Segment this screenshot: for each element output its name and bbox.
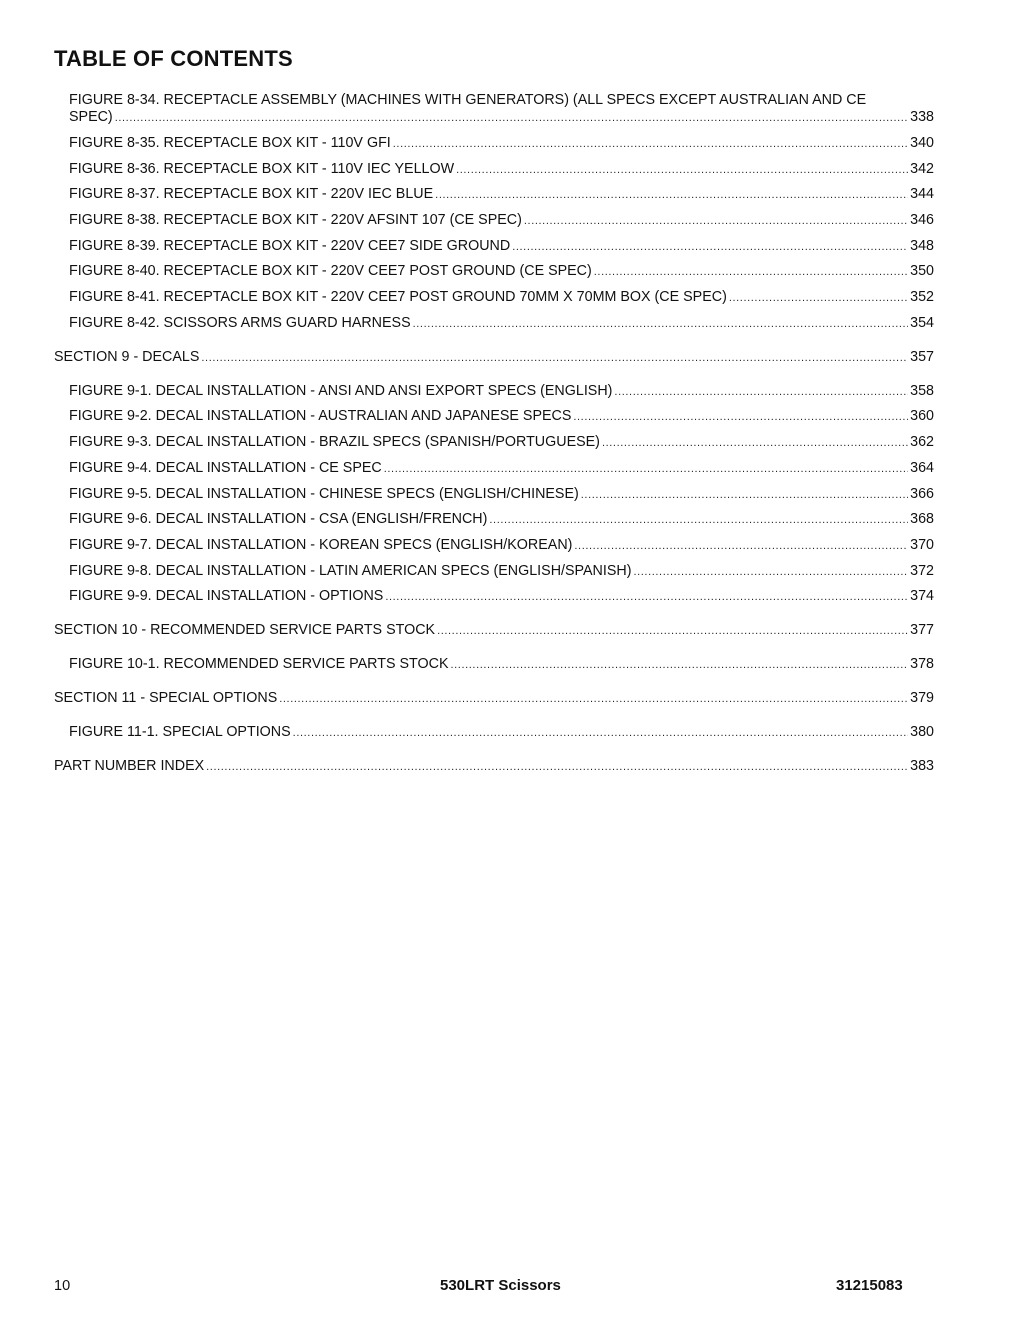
toc-entry-page: 370: [910, 537, 934, 553]
toc-entry-label: FIGURE 9-2. DECAL INSTALLATION - AUSTRALIAN AND JAPANESE SPECS: [69, 408, 572, 424]
dot-leader: [729, 289, 908, 307]
footer-product-name: 530LRT Scissors: [440, 1277, 561, 1294]
toc-entry-label: SECTION 9 - DECALS: [54, 349, 200, 365]
toc-entry[interactable]: [69, 724, 934, 742]
dot-leader: [293, 724, 908, 742]
dot-leader: [594, 263, 908, 281]
toc-entry-page: 358: [910, 383, 934, 399]
toc-entry[interactable]: [69, 511, 934, 529]
toc-entry[interactable]: [69, 238, 934, 256]
toc-entry[interactable]: [69, 315, 934, 333]
toc-entry[interactable]: [69, 212, 934, 230]
dot-leader: [384, 460, 908, 478]
toc-entry-label: FIGURE 9-6. DECAL INSTALLATION - CSA (ENGLISH/FRENCH): [69, 511, 488, 527]
toc-entry-label: FIGURE 8-36. RECEPTACLE BOX KIT - 110V IEC YELLOW: [69, 161, 455, 177]
dot-leader: [602, 434, 908, 452]
dot-leader: [450, 656, 908, 674]
dot-leader: [512, 238, 908, 256]
dot-leader: [279, 690, 908, 708]
dot-leader: [385, 588, 908, 606]
toc-entry-page: 352: [910, 289, 934, 305]
toc-entry[interactable]: [69, 588, 934, 606]
toc-entry-label: FIGURE 8-38. RECEPTACLE BOX KIT - 220V AFSINT 107 (CE SPEC): [69, 212, 522, 228]
toc-entry-label: FIGURE 8-37. RECEPTACLE BOX KIT - 220V IEC BLUE: [69, 186, 434, 202]
toc-entry-label: FIGURE 9-7. DECAL INSTALLATION - KOREAN SPECS (ENGLISH/KOREAN): [69, 537, 573, 553]
toc-entry[interactable]: [69, 289, 934, 307]
toc-entry-page: 374: [910, 588, 934, 604]
toc-entry-label: FIGURE 8-41. RECEPTACLE BOX KIT - 220V CEE7 POST GROUND 70MM X 70MM BOX (CE SPEC): [69, 289, 727, 305]
dot-leader: [201, 349, 908, 367]
toc-entry-page: 342: [910, 161, 934, 177]
toc-entry-label: FIGURE 8-35. RECEPTACLE BOX KIT - 110V GFI: [69, 135, 391, 151]
toc-entry[interactable]: [69, 434, 934, 452]
dot-leader: [614, 383, 908, 401]
dot-leader: [437, 622, 908, 640]
dot-leader: [633, 563, 908, 581]
toc-entry-label: PART NUMBER INDEX: [54, 758, 205, 774]
toc-entry-label: SECTION 11 - SPECIAL OPTIONS: [54, 690, 278, 706]
toc-section-entry[interactable]: [54, 690, 934, 708]
toc-entry[interactable]: [69, 135, 934, 153]
toc-entry-label: SECTION 10 - RECOMMENDED SERVICE PARTS STOCK: [54, 622, 436, 638]
toc-entry-page: 368: [910, 511, 934, 527]
toc-entry-page: 354: [910, 315, 934, 331]
toc-entry-page: 364: [910, 460, 934, 476]
footer-doc-number: 31215083: [836, 1277, 903, 1294]
toc-entry-label: FIGURE 9-1. DECAL INSTALLATION - ANSI AND ANSI EXPORT SPECS (ENGLISH): [69, 383, 613, 399]
toc-entry[interactable]: [69, 460, 934, 478]
dot-leader: [393, 135, 908, 153]
toc-entry-page: 350: [910, 263, 934, 279]
toc-entry[interactable]: [69, 186, 934, 204]
toc-entry-page: 357: [910, 349, 934, 365]
dot-leader: [115, 109, 908, 127]
toc-entry-page: 362: [910, 434, 934, 450]
toc-entry-label: SPEC): [69, 109, 113, 125]
toc-entry-page: 338: [910, 109, 934, 125]
dot-leader: [456, 161, 908, 179]
dot-leader: [489, 511, 908, 529]
dot-leader: [413, 315, 909, 333]
toc-entry-page: 366: [910, 486, 934, 502]
page-title: TABLE OF CONTENTS: [54, 46, 293, 71]
toc-section-entry[interactable]: [54, 622, 934, 640]
dot-leader: [435, 186, 908, 204]
toc-entry[interactable]: [69, 486, 934, 504]
toc-entry-page: 344: [910, 186, 934, 202]
toc-entry-page: 378: [910, 656, 934, 672]
toc-entry[interactable]: [69, 263, 934, 281]
toc-entry-page: 379: [910, 690, 934, 706]
toc-section-entry[interactable]: [54, 758, 934, 776]
toc-entry-page: 380: [910, 724, 934, 740]
toc-entry-label: FIGURE 9-9. DECAL INSTALLATION - OPTIONS: [69, 588, 384, 604]
toc-entry[interactable]: [69, 109, 934, 127]
toc-entry-page: 372: [910, 563, 934, 579]
toc-entry-page: 360: [910, 408, 934, 424]
toc-entry-label: FIGURE 9-5. DECAL INSTALLATION - CHINESE SPECS (ENGLISH/CHINESE): [69, 486, 579, 502]
toc-entry-label: FIGURE 8-39. RECEPTACLE BOX KIT - 220V CEE7 SIDE GROUND: [69, 238, 511, 254]
toc-entry-label: FIGURE 9-4. DECAL INSTALLATION - CE SPEC: [69, 460, 382, 476]
dot-leader: [573, 408, 908, 426]
toc-section-entry[interactable]: [54, 349, 934, 367]
toc-entry[interactable]: [69, 537, 934, 555]
toc-entry-label: FIGURE 8-42. SCISSORS ARMS GUARD HARNESS: [69, 315, 411, 331]
toc-entry[interactable]: [69, 383, 934, 401]
dot-leader: [206, 758, 908, 776]
toc-entry-page: 348: [910, 238, 934, 254]
toc-entry-page: 346: [910, 212, 934, 228]
toc-entry-page: 383: [910, 758, 934, 774]
toc-entry-label-line1: FIGURE 8-34. RECEPTACLE ASSEMBLY (MACHINES WITH GENERATORS) (ALL SPECS EXCEPT AUSTRALIAN AND CE: [69, 92, 867, 108]
toc-entry-page: 340: [910, 135, 934, 151]
toc-entry-label: FIGURE 9-8. DECAL INSTALLATION - LATIN AMERICAN SPECS (ENGLISH/SPANISH): [69, 563, 632, 579]
footer-page-number: 10: [54, 1278, 71, 1294]
toc-entry-label: FIGURE 9-3. DECAL INSTALLATION - BRAZIL SPECS (SPANISH/PORTUGUESE): [69, 434, 600, 450]
toc-entry-label: FIGURE 11-1. SPECIAL OPTIONS: [69, 724, 291, 740]
toc-entry-label: FIGURE 8-40. RECEPTACLE BOX KIT - 220V CEE7 POST GROUND (CE SPEC): [69, 263, 592, 279]
toc-entry-label: FIGURE 10-1. RECOMMENDED SERVICE PARTS STOCK: [69, 656, 449, 672]
toc-entry[interactable]: [69, 161, 934, 179]
toc-entry-page: 377: [910, 622, 934, 638]
dot-leader: [574, 537, 908, 555]
toc-entry[interactable]: [69, 563, 934, 581]
dot-leader: [581, 486, 908, 504]
dot-leader: [524, 212, 908, 230]
toc-entry[interactable]: [69, 408, 934, 426]
toc-entry[interactable]: [69, 656, 934, 674]
